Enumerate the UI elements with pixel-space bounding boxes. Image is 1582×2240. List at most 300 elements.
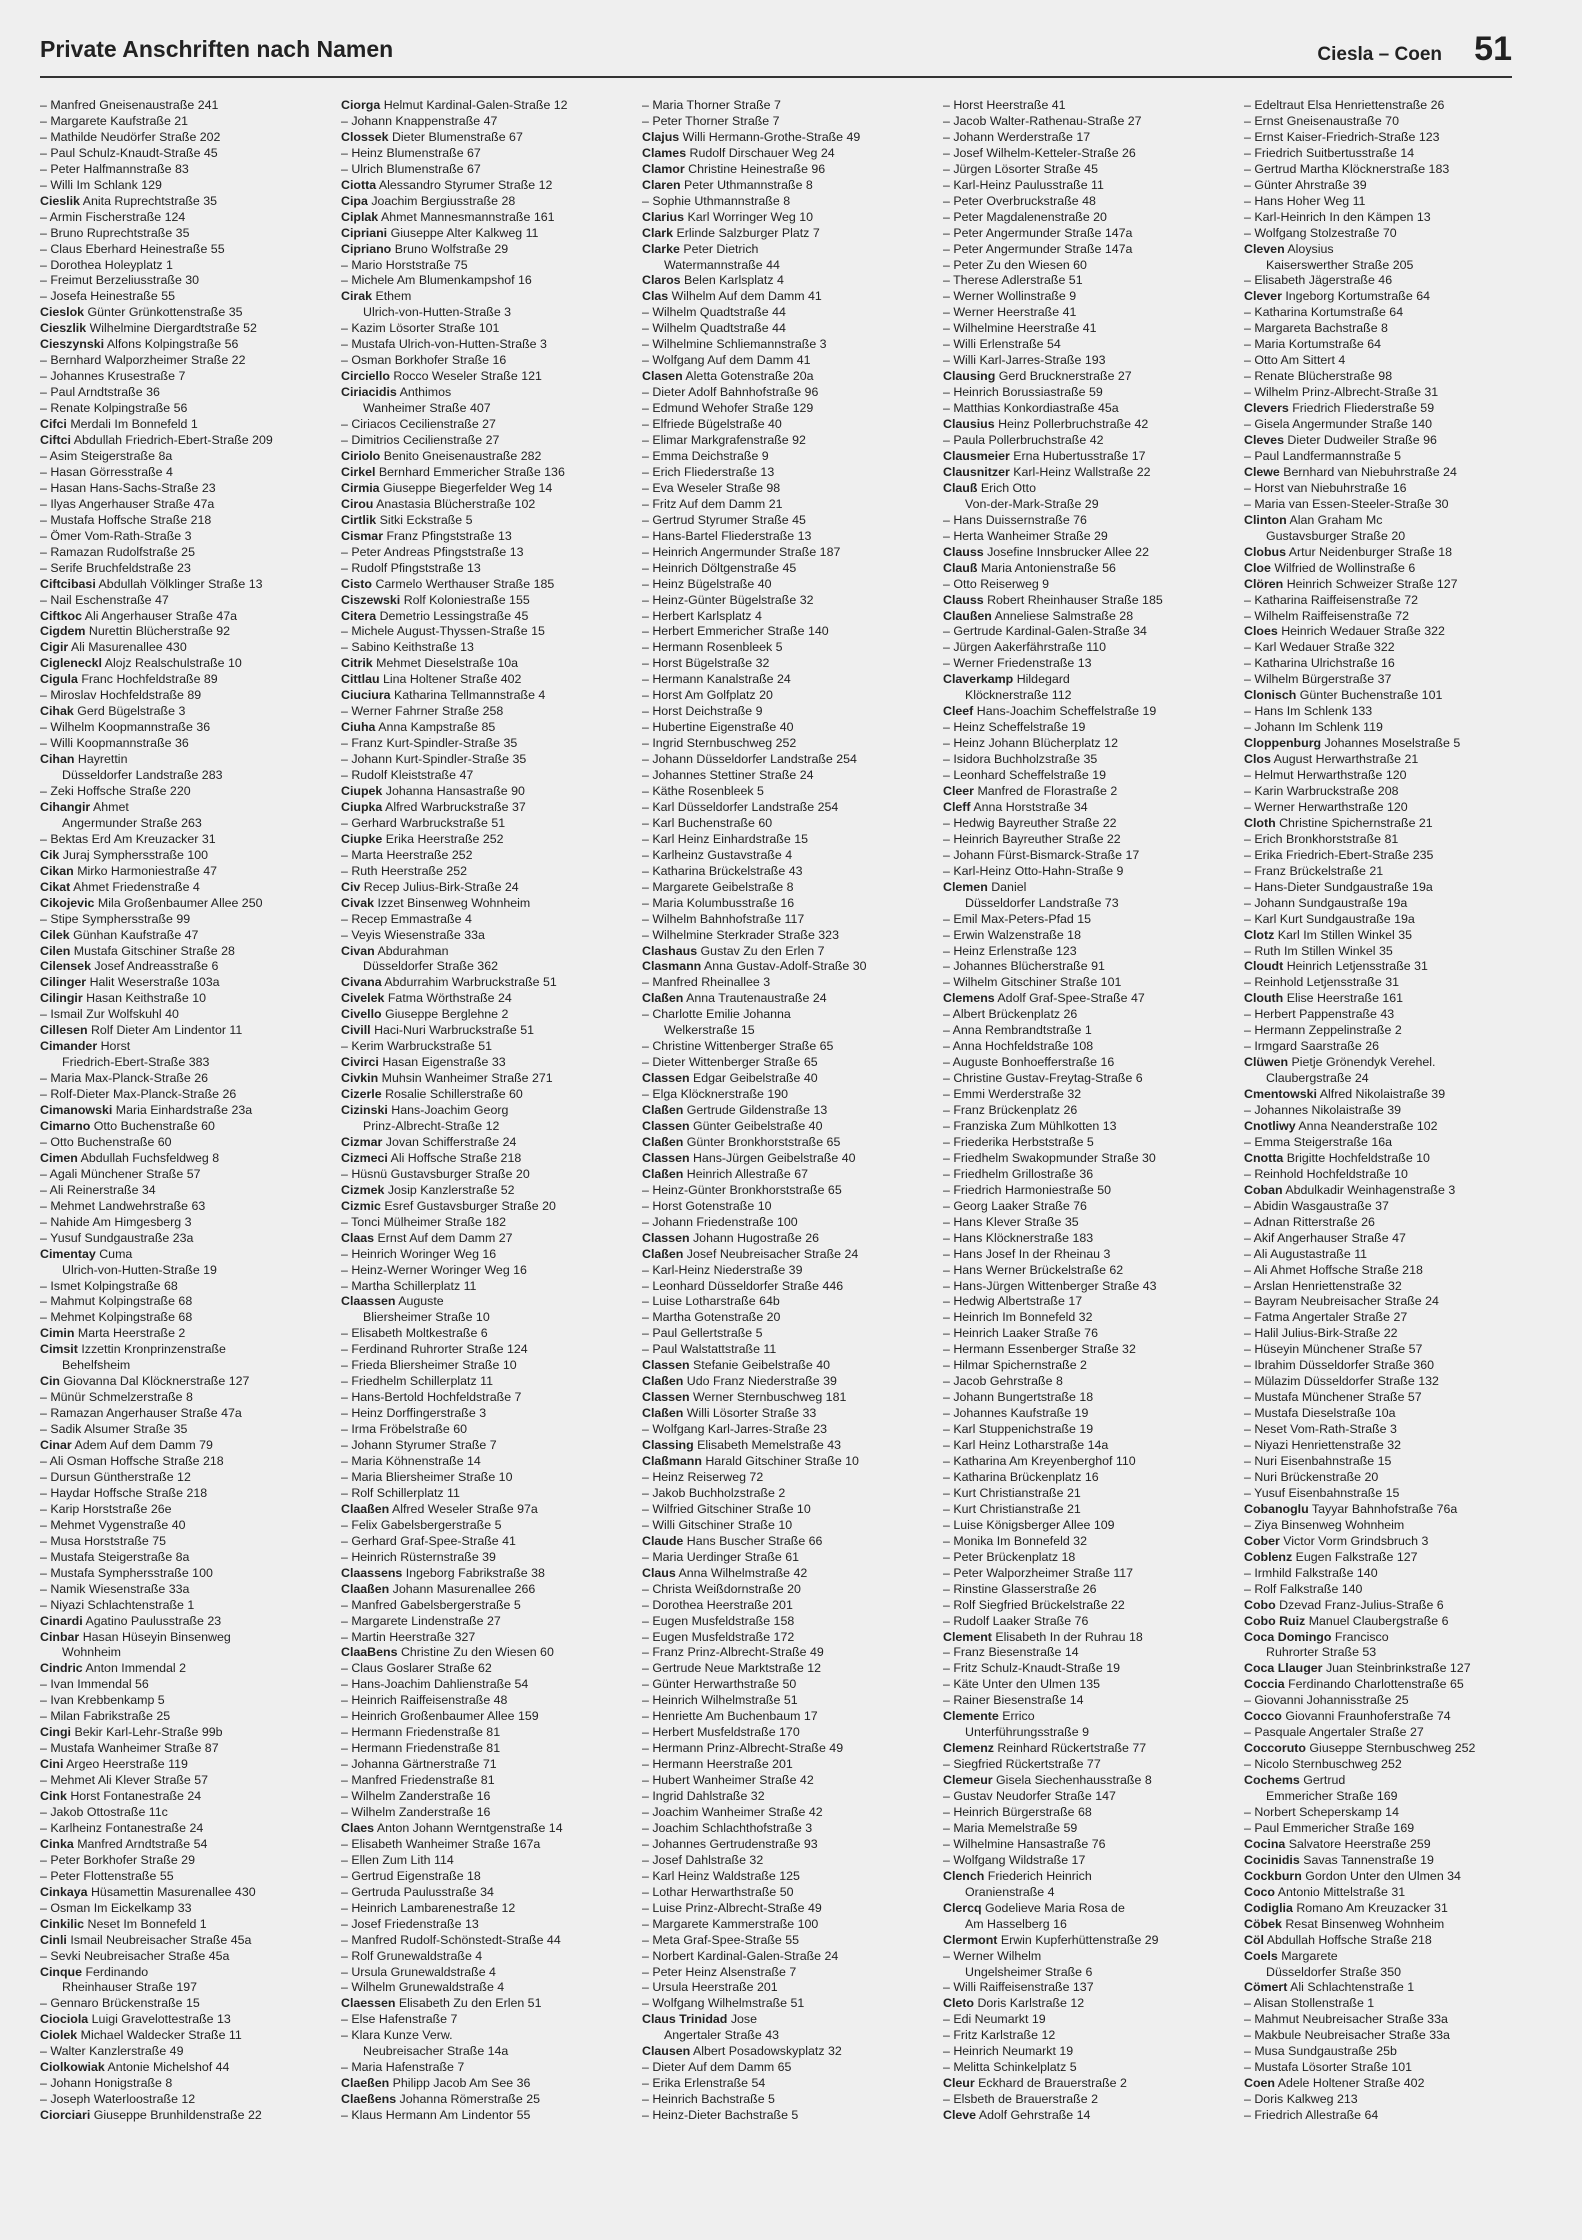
entry-text: – Irmhild Falkstraße 140: [1244, 1565, 1378, 1580]
surname: Civkin: [341, 1071, 379, 1086]
directory-entry: [40, 1677, 333, 1693]
entry-text: – Ismail Zur Wolfskuhl 40: [40, 1007, 179, 1022]
directory-entry: [1244, 1390, 1537, 1406]
directory-entry: [642, 1917, 935, 1933]
directory-entry: [943, 2012, 1236, 2028]
entry-text: – Friederika Herbststraße 5: [943, 1134, 1094, 1149]
surname: Claverkamp: [943, 672, 1014, 687]
surname: Claeßen: [341, 2076, 390, 2091]
entry-text: – Hedwig Bayreuther Straße 22: [943, 815, 1117, 830]
directory-entry: [1244, 1087, 1537, 1103]
entry-text: Hasan Hüseyin Binsenweg: [82, 1629, 231, 1644]
entry-text: – Bektas Erd Am Kreuzacker 31: [40, 831, 216, 846]
entry-text: – Karl Düsseldorfer Landstraße 254: [642, 799, 839, 814]
entry-text: – Katharina Am Kreyenberghof 110: [943, 1454, 1136, 1469]
directory-entry: [40, 1406, 333, 1422]
entry-text: – Karlheinz Fontanestraße 24: [40, 1820, 204, 1835]
entry-text: Willi Lösorter Straße 33: [686, 1406, 817, 1421]
directory-entry: [1244, 928, 1537, 944]
entry-text: – Werner Heerstraße 41: [943, 305, 1077, 320]
directory-entry: [642, 928, 935, 944]
entry-text: – Mustafa Steigerstraße 8a: [40, 1549, 190, 1564]
entry-text: – Helmut Herwarthstraße 120: [1244, 768, 1407, 783]
entry-text: – Mathilde Neudörfer Straße 202: [40, 129, 221, 144]
entry-text: – Anna Rembrandtstraße 1: [943, 1023, 1092, 1038]
directory-entry: [341, 624, 634, 640]
directory-entry: [642, 1949, 935, 1965]
entry-text: Bekir Karl-Lehr-Straße 99b: [74, 1725, 223, 1740]
entry-text: Ali Angerhauser Straße 47a: [84, 608, 237, 623]
directory-entry: [943, 1773, 1236, 1789]
entry-text: – Meta Graf-Spee-Straße 55: [642, 1932, 800, 1947]
entry-text: – Johannes Kaufstraße 19: [943, 1406, 1089, 1421]
entry-text: – Reinhold Hochfeldstraße 10: [1244, 1166, 1408, 1181]
entry-text: – Hans-Bartel Fliederstraße 13: [642, 528, 812, 543]
surname: Clarius: [642, 209, 685, 224]
entry-text: – Horst van Niebuhrstraße 16: [1244, 480, 1407, 495]
directory-entry: [1244, 640, 1537, 656]
directory-entry: [642, 1677, 935, 1693]
directory-entry: [1244, 1263, 1537, 1279]
entry-text: Johann Hugostraße 26: [692, 1230, 820, 1245]
directory-entry: [1244, 258, 1537, 274]
directory-entry: [40, 465, 333, 481]
surname: Cimsit: [40, 1342, 78, 1357]
entry-text: – Wilhelmine Hansastraße 76: [943, 1836, 1106, 1851]
surname: Civill: [341, 1023, 371, 1038]
directory-entry: [642, 337, 935, 353]
entry-text: – Hasan Hans-Sachs-Straße 23: [40, 480, 216, 495]
surname: Cisto: [341, 576, 372, 591]
directory-entry: [943, 1677, 1236, 1693]
directory-entry: [40, 545, 333, 561]
entry-text: – Armin Fischerstraße 124: [40, 209, 186, 224]
directory-entry: [341, 1853, 634, 1869]
surname: Cikat: [40, 879, 71, 894]
directory-entry: [341, 1390, 634, 1406]
entry-text: Josef Andreasstraße 6: [94, 959, 219, 974]
surname: Cizmek: [341, 1182, 385, 1197]
entry-text: – Wilhelmine Heerstraße 41: [943, 321, 1097, 336]
surname: Cockburn: [1244, 1868, 1302, 1883]
directory-entry: [341, 896, 634, 912]
entry-text: Juan Steinbrinkstraße 127: [1325, 1661, 1471, 1676]
entry-text: – Friedhelm Grillostraße 36: [943, 1166, 1094, 1181]
surname: Ciuha: [341, 720, 376, 735]
directory-entry: [943, 2044, 1236, 2060]
surname: Clausen: [642, 2044, 691, 2059]
entry-text: Izzet Binsenweg Wohnheim: [377, 895, 531, 910]
directory-entry: [1244, 1470, 1537, 1486]
surname: Classen: [642, 1071, 690, 1086]
directory-entry: [341, 1231, 634, 1247]
entry-text: – Peter Overbruckstraße 48: [943, 193, 1096, 208]
directory-entry: [1244, 321, 1537, 337]
directory-entry: [40, 880, 333, 896]
directory-entry: [642, 1980, 935, 1996]
entry-text: Abdullah Hoffsche Straße 218: [1266, 1932, 1432, 1947]
entry-text: – Luise Prinz-Albrecht-Straße 49: [642, 1900, 822, 1915]
directory-entry: [341, 130, 634, 146]
directory-entry: [1244, 1693, 1537, 1709]
directory-entry: [1244, 1279, 1537, 1295]
entry-text: – Kerim Warbruckstraße 51: [341, 1039, 493, 1054]
entry-text: – Peter Magdalenenstraße 20: [943, 209, 1107, 224]
directory-entry: [943, 784, 1236, 800]
entry-text: Karl Im Stillen Winkel 35: [1277, 927, 1413, 942]
surname: Clajus: [642, 129, 680, 144]
entry-text: Tayyar Bahnhofstraße 76a: [1311, 1501, 1458, 1516]
directory-entry: [642, 1406, 935, 1422]
entry-text: – Mustafa Symphersstraße 100: [40, 1565, 213, 1580]
entry-text: – Franz Brückenplatz 26: [943, 1103, 1078, 1118]
directory-entry: [1244, 178, 1537, 194]
column-2: [341, 98, 634, 2230]
directory-entry: [1244, 1757, 1537, 1773]
directory-entry: [1244, 305, 1537, 321]
directory-entry: [1244, 1007, 1537, 1023]
entry-text: Ahmet: [93, 799, 129, 814]
entry-text: – Friedrich Suitbertusstraße 14: [1244, 145, 1415, 160]
directory-entry: [943, 2076, 1236, 2092]
directory-entry: [341, 1374, 634, 1390]
surname: Clevers: [1244, 401, 1289, 416]
directory-entry: [642, 2092, 935, 2108]
entry-text: Recep Julius-Birk-Straße 24: [363, 879, 519, 894]
directory-entry: [341, 1693, 634, 1709]
directory-entry: [341, 273, 634, 289]
directory-entry: [40, 1358, 333, 1374]
directory-entry: [40, 1183, 333, 1199]
directory-entry: [1244, 1933, 1537, 1949]
directory-entry: [40, 1885, 333, 1901]
entry-text: – Maria Max-Planck-Straße 26: [40, 1071, 209, 1086]
surname: Cikan: [40, 863, 74, 878]
directory-entry: [40, 912, 333, 928]
surname: Ciociola: [40, 2012, 89, 2027]
directory-entry: [943, 1151, 1236, 1167]
directory-entry: [341, 1645, 634, 1661]
directory-entry: [40, 321, 333, 337]
surname: Cömert: [1244, 1980, 1288, 1995]
entry-text: Adolf Graf-Spee-Straße 47: [997, 991, 1145, 1006]
directory-entry: [40, 1598, 333, 1614]
entry-text: – Luise Lotharstraße 64b: [642, 1294, 780, 1309]
directory-entry: [1244, 1534, 1537, 1550]
directory-entry: [943, 1630, 1236, 1646]
directory-entry: [943, 1390, 1236, 1406]
directory-entry: [341, 1789, 634, 1805]
surname: Clasen: [642, 369, 683, 384]
surname: Circiello: [341, 369, 390, 384]
entry-text: – Peter Flottenstraße 55: [40, 1868, 174, 1883]
directory-entry: [1244, 704, 1537, 720]
surname: Coen: [1244, 2076, 1275, 2091]
directory-entry: [40, 1582, 333, 1598]
directory-entry: [642, 975, 935, 991]
entry-text: – Heinrich Bayreuther Straße 22: [943, 831, 1121, 846]
surname: Cleef: [943, 704, 974, 719]
entry-text: – Margarete Geibelstraße 8: [642, 879, 794, 894]
directory-entry: [943, 178, 1236, 194]
surname: Coblenz: [1244, 1549, 1293, 1564]
directory-entry: [1244, 912, 1537, 928]
directory-entry: [40, 1310, 333, 1326]
directory-entry: [642, 1869, 935, 1885]
directory-entry: [40, 736, 333, 752]
surname: Claßen: [642, 1103, 684, 1118]
entry-text: Alfred Weseler Straße 97a: [391, 1501, 538, 1516]
entry-text: – Pasquale Angertaler Straße 27: [1244, 1725, 1424, 1740]
entry-text: – Wilhelm Grunewaldstraße 4: [341, 1980, 505, 1995]
entry-text: Heinrich Allestraße 67: [686, 1166, 808, 1181]
directory-entry: [40, 1773, 333, 1789]
entry-text: Mirko Harmoniestraße 47: [77, 863, 217, 878]
directory-entry: [1244, 433, 1537, 449]
entry-text: – Jakob Buchholzstraße 2: [642, 1485, 786, 1500]
directory-entry: [642, 305, 935, 321]
directory-entry: [341, 98, 634, 114]
directory-entry: [642, 481, 935, 497]
directory-entry: [341, 305, 634, 321]
surname: Clever: [1244, 289, 1282, 304]
directory-entry: [341, 2108, 634, 2124]
directory-entry: [1244, 226, 1537, 242]
entry-text: – Agali Münchener Straße 57: [40, 1166, 201, 1181]
directory-entry: [1244, 1614, 1537, 1630]
entry-text: – Alisan Stollenstraße 1: [1244, 1996, 1375, 2011]
entry-text: Michael Waldecker Straße 11: [80, 2028, 242, 2043]
entry-text: – Josef Friedenstraße 13: [341, 1916, 479, 1931]
directory-entry: [1244, 98, 1537, 114]
surname: Classen: [642, 1390, 690, 1405]
surname: Claßen: [642, 991, 684, 1006]
directory-entry: [642, 1709, 935, 1725]
entry-text: – Bayram Neubreisacher Straße 24: [1244, 1294, 1439, 1309]
entry-text: – Elisabeth Jägerstraße 46: [1244, 273, 1393, 288]
directory-entry: [40, 369, 333, 385]
surname: Ciuciura: [341, 688, 391, 703]
surname: Claus Trinidad: [642, 2012, 728, 2027]
entry-text: – Elsbeth de Brauerstraße 2: [943, 2092, 1098, 2107]
entry-text: Victor Vorm Grindsbruch 3: [1283, 1533, 1429, 1548]
directory-entry: [1244, 513, 1537, 529]
directory-entry: [642, 1374, 935, 1390]
entry-text: Düsseldorfer Straße 362: [363, 959, 498, 974]
directory-entry: [642, 1326, 935, 1342]
directory-entry: [1244, 1518, 1537, 1534]
entry-text: Abdullah Völklinger Straße 13: [98, 576, 263, 591]
entry-text: Wanheimer Straße 407: [363, 401, 491, 416]
entry-text: – Gertrude Kardinal-Galen-Straße 34: [943, 624, 1147, 639]
directory-entry: [943, 672, 1236, 688]
surname: Cinar: [40, 1438, 72, 1453]
directory-entry: [943, 2028, 1236, 2044]
directory-entry: [1244, 624, 1537, 640]
directory-entry: [642, 896, 935, 912]
entry-text: – Haydar Hoffsche Straße 218: [40, 1485, 208, 1500]
directory-entry: [341, 1358, 634, 1374]
surname: Claßen: [642, 1166, 684, 1181]
surname: Cihak: [40, 704, 74, 719]
directory-entry: [943, 1071, 1236, 1087]
directory-entry: [642, 577, 935, 593]
directory-entry: [943, 1342, 1236, 1358]
entry-text: Friederich Heinrich: [987, 1868, 1092, 1883]
directory-entry: [341, 1949, 634, 1965]
surname: Claude: [642, 1533, 684, 1548]
directory-entry: [642, 1486, 935, 1502]
entry-text: – Arslan Henriettenstraße 32: [1244, 1278, 1402, 1293]
entry-text: – Elisabeth Wanheimer Straße 167a: [341, 1836, 541, 1851]
entry-text: – Johannes Blücherstraße 91: [943, 959, 1105, 974]
entry-text: – Ernst Gneisenaustraße 70: [1244, 113, 1399, 128]
entry-text: – Dursun Güntherstraße 12: [40, 1469, 191, 1484]
entry-text: Godelieve Maria Rosa de: [985, 1900, 1125, 1915]
directory-entry: [1244, 1183, 1537, 1199]
directory-entry: [943, 1358, 1236, 1374]
entry-text: Bernhard Emmericher Straße 136: [378, 464, 565, 479]
directory-entry: [341, 449, 634, 465]
entry-text: – Klara Kunze Verw.: [341, 2028, 453, 2043]
directory-entry: [943, 1534, 1236, 1550]
surname: Clemeur: [943, 1773, 993, 1788]
entry-text: – Karip Horststraße 26e: [40, 1501, 172, 1516]
entry-text: – Ziya Binsenweg Wohnheim: [1244, 1517, 1405, 1532]
directory-entry: [943, 385, 1236, 401]
entry-text: Aletta Gotenstraße 20a: [685, 369, 814, 384]
entry-text: – Peter Zu den Wiesen 60: [943, 257, 1087, 272]
directory-entry: [943, 1996, 1236, 2012]
directory-entry: [1244, 417, 1537, 433]
directory-entry: [1244, 1199, 1537, 1215]
directory-entry: [642, 800, 935, 816]
entry-text: – Günter Ahrstraße 39: [1244, 177, 1367, 192]
directory-entry: [1244, 497, 1537, 513]
directory-entry: [341, 289, 634, 305]
entry-text: – Wolfgang Wildstraße 17: [943, 1852, 1086, 1867]
entry-text: – Sophie Uthmannstraße 8: [642, 193, 791, 208]
surname: Codiglia: [1244, 1900, 1293, 1915]
entry-text: – Wilhelm Quadtstraße 44: [642, 321, 786, 336]
directory-entry: [943, 1645, 1236, 1661]
surname: Coccoruto: [1244, 1741, 1306, 1756]
directory-entry: [1244, 1980, 1537, 1996]
entry-text: Gertrude Gildenstraße 13: [686, 1103, 828, 1118]
directory-entry: [40, 1566, 333, 1582]
entry-text: – Franziska Zum Mühlkotten 13: [943, 1119, 1117, 1133]
surname: Cindric: [40, 1661, 83, 1676]
surname: Cocco: [1244, 1709, 1282, 1724]
entry-text: – Mustafa Lösorter Straße 101: [1244, 2060, 1413, 2075]
entry-text: – Jacob Gehrstraße 8: [943, 1374, 1063, 1389]
entry-text: Stefanie Geibelstraße 40: [692, 1358, 831, 1373]
entry-text: – Melitta Schinkelplatz 5: [943, 2060, 1077, 2075]
page-number: 51: [1474, 30, 1512, 68]
directory-entry: [943, 1039, 1236, 1055]
directory-entry: [642, 162, 935, 178]
entry-text: Ulrich-von-Hutten-Straße 19: [62, 1262, 217, 1277]
directory-entry: [341, 1422, 634, 1438]
directory-entry: [40, 1119, 333, 1135]
surname: Cieszynski: [40, 337, 105, 352]
entry-text: – Niyazi Henriettenstraße 32: [1244, 1438, 1402, 1453]
entry-text: Merdali Im Bonnefeld 1: [70, 417, 198, 432]
directory-entry: [943, 353, 1236, 369]
directory-entry: [943, 2060, 1236, 2076]
directory-entry: [341, 162, 634, 178]
entry-text: – Karl-Heinz Paulusstraße 11: [943, 177, 1104, 192]
entry-text: – Katharina Brückelstraße 43: [642, 863, 803, 878]
directory-entry: [943, 1294, 1236, 1310]
directory-entry: [40, 1980, 333, 1996]
directory-entry: [341, 720, 634, 736]
directory-entry: [1244, 2108, 1537, 2124]
entry-text: – Herta Wanheimer Straße 29: [943, 528, 1108, 543]
surname: Coels: [1244, 1948, 1278, 1963]
directory-entry: [943, 1598, 1236, 1614]
entry-text: Anna Neanderstraße 102: [1298, 1119, 1438, 1133]
entry-text: – Franz Brückelstraße 21: [1244, 863, 1384, 878]
entry-text: – Josef Wilhelm-Ketteler-Straße 26: [943, 145, 1136, 160]
entry-text: – Maria Bliersheimer Straße 10: [341, 1469, 513, 1484]
directory-entry: [1244, 1805, 1537, 1821]
entry-text: – Mahmut Neubreisacher Straße 33a: [1244, 2012, 1448, 2027]
entry-text: Antonio Mittelstraße 31: [1277, 1884, 1406, 1899]
directory-entry: [341, 593, 634, 609]
directory-entry: [943, 513, 1236, 529]
directory-entry: [943, 975, 1236, 991]
directory-entry: [943, 226, 1236, 242]
directory-entry: [943, 704, 1236, 720]
entry-text: – Friedhelm Swakopmunder Straße 30: [943, 1150, 1156, 1165]
entry-text: – Horst Heerstraße 41: [943, 98, 1066, 112]
entry-text: Ahmet Mannesmannstraße 161: [380, 209, 555, 224]
entry-text: – Peter Angermunder Straße 147a: [943, 241, 1133, 256]
entry-text: – Maria Thorner Straße 7: [642, 98, 781, 112]
entry-text: Friedrich-Ebert-Straße 383: [62, 1055, 210, 1070]
directory-entry: [341, 672, 634, 688]
entry-text: Adem Auf dem Damm 79: [74, 1438, 213, 1453]
entry-text: – Wilhelm Gitschiner Straße 101: [943, 975, 1122, 990]
entry-text: – Johann Werderstraße 17: [943, 129, 1091, 144]
directory-entry: [1244, 1869, 1537, 1885]
directory-entry: [40, 1294, 333, 1310]
entry-text: – Werner Wollinstraße 9: [943, 289, 1077, 304]
directory-entry: [341, 1598, 634, 1614]
directory-entry: [1244, 385, 1537, 401]
entry-text: – Heinrich Raiffeisenstraße 48: [341, 1693, 508, 1708]
entry-text: – Johannes Krusestraße 7: [40, 369, 186, 384]
entry-text: Willi Hermann-Grothe-Straße 49: [682, 129, 861, 144]
directory-entry: [40, 959, 333, 975]
surname: Cigir: [40, 640, 69, 655]
directory-entry: [1244, 1406, 1537, 1422]
entry-text: Haci-Nuri Warbruckstraße 51: [374, 1023, 535, 1038]
entry-text: – Hüseyin Münchener Straße 57: [1244, 1342, 1423, 1357]
directory-entry: [943, 864, 1236, 880]
entry-text: – Peter Thorner Straße 7: [642, 113, 780, 128]
surname: Cleve: [943, 2108, 977, 2123]
surname: Classen: [642, 1230, 690, 1245]
directory-entry: [642, 1741, 935, 1757]
entry-text: Josef Neubreisacher Straße 24: [686, 1246, 859, 1261]
directory-entry: [40, 1821, 333, 1837]
entry-text: – Musa Sundgaustraße 25b: [1244, 2044, 1397, 2059]
entry-text: – Bernhard Walporzheimer Straße 22: [40, 353, 246, 368]
entry-text: – Hans Klever Straße 35: [943, 1214, 1079, 1229]
directory-entry: [40, 1326, 333, 1342]
